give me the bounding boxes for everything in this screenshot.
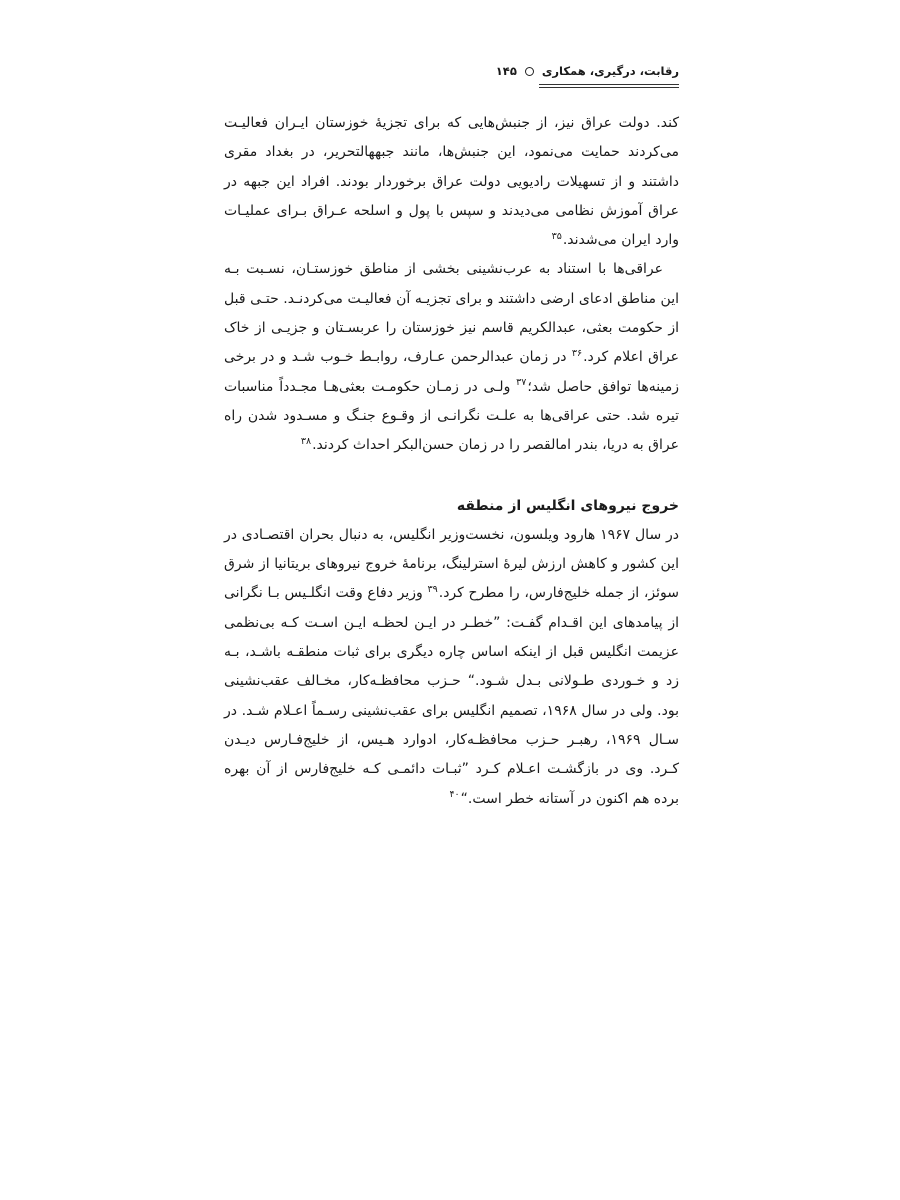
footnote-ref: ۳۸: [300, 435, 312, 447]
footnote-ref: ۳۹: [427, 583, 438, 595]
section-heading: خروج نیروهای انگلیس از منطقه: [456, 497, 679, 514]
circle-separator-icon: [525, 67, 534, 76]
paragraph-text: در سال ۱۹۶۷ هارود ویلسون، نخست‌وزیر انگلیس، به دنبال بحران اقتصـادی در این کشور و کاهش ارزش لیرهٔ استرلینگ، برنامهٔ خروج نیروهای بریتانیا از شرق سوئز، از جمله خلیج‌فارس، را مطرح کرد.: [224, 526, 679, 602]
paragraph: [224, 109, 679, 255]
paragraph-text: ولـی در زمـان حکومـت بعثی‌هـا مجـدداً مناسبات تیره شد. حتی عراقی‌ها به علـت نگرانـی از وقـوع جنـگ و مسـدود شدن راه عراق به دریا، بندر امالقصر را در زمان حسن‌البکر احداث کردند.: [224, 378, 679, 454]
paragraph: [224, 521, 679, 814]
footnote-ref: ۳۷: [516, 377, 527, 389]
body-text: [224, 109, 679, 814]
footnote-ref: ۳۵: [551, 230, 562, 242]
footnote-ref: ۴۰: [449, 788, 460, 800]
book-page: [224, 62, 679, 814]
paragraph-text: کند. دولت عراق نیز، از جنبش‌هایی که برای تجزیهٔ خوزستان ایـران فعالیـت می‌کردند حمایت می‌نمود، این جنبش‌ها، مانند جبههالتحریر، در بغداد مقری داشتند و از تسهیلات رادیویی دولت عراق برخوردار بودند. افراد این جبهه در عراق آموزش نظامی می‌دیدند و سپس با پول و اسلحه عـراق بـرای عملیـات وارد ایران می‌شدند.: [224, 115, 679, 249]
paragraph-text: عراقی‌ها با استناد به عرب‌نشینی بخشی از مناطق خوزستـان، نسـبت بـه این مناطق ادعای ارضی داشتند و برای تجزیـه آن فعالیـت می‌کردنـد. حتـی قبل از حکومت بعثی، عبدالکریم قاسم نیز خوزستان را عربسـتان و جزیـی از خاک عراق اعلام کرد.: [224, 261, 679, 366]
page-number: ۱۴۵: [495, 64, 517, 78]
footnote-ref: ۳۶: [571, 347, 583, 359]
running-header-title: رقابت، درگیری، همکاری: [541, 64, 679, 78]
header-double-rule: [539, 84, 679, 88]
paragraph-text: در زمان عبدالرحمن عـارف، روابـط خـوب شـد و در برخی زمینه‌ها توافق حاصل شد؛: [224, 349, 679, 395]
paragraph-text: وزیر دفاع وقت انگلـیس بـا نگرانی از پیامدهای این اقـدام گفـت: ”خطـر در ایـن لحظـه ایـن اسـت کـه بی‌نظمی عزیمت انگلیس قبل از اینکه اساس چاره دیگری برای ثبات منطقـه باشـد، بـه زد و خـوردی طـولانی بـدل شـود.“ حـزب محافظـه‌کار، مخـالف عقب‌نشینی بود. ولی در سال ۱۹۶۸، تصمیم انگلیس برای عقب‌نشینی رسـماً اعـلام شـد. در سـال ۱۹۶۹، رهبـر حـزب محافظـه‌کار، ادوارد هـیس، از خلیج‌فـارس دیـدن کـرد. وی در بازگشـت اعـلام کـرد ”ثبـات دائمـی کـه خلیج‌فارس از آن بهره برده هم اکنون در آستانه خطر است.“: [224, 585, 679, 807]
running-header: [224, 62, 679, 80]
paragraph: [224, 255, 679, 460]
